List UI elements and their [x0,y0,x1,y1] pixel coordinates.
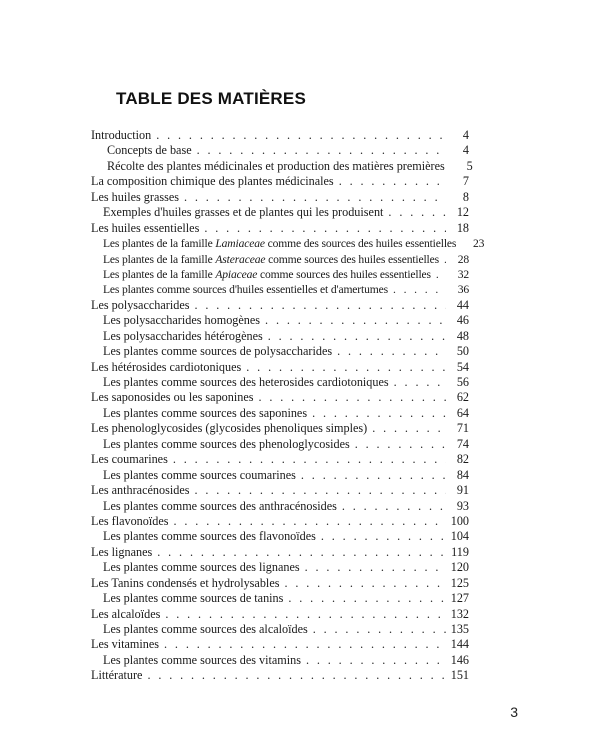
dot-leader [337,344,446,359]
toc-entry-label: Les plantes comme sources des vitamins [103,652,301,667]
toc-entry-page: 44 [456,297,469,312]
toc-entry[interactable] [91,158,473,174]
toc-label-latin: Asteraceae [215,252,266,266]
dot-leader [436,267,446,282]
dot-leader [165,607,445,622]
toc-entry-page: 82 [456,452,469,467]
toc-entry-label: Les phenologlycosides (glycosides phenoliques simples) [91,421,368,436]
toc-entry-page: 12 [456,205,469,220]
toc-entry[interactable] [91,298,469,313]
dot-leader [147,668,445,683]
toc-entry[interactable] [91,174,469,189]
dot-leader [372,421,446,436]
dot-leader [268,329,446,344]
toc-label-text: comme des sources des huiles essentielles [264,237,457,251]
toc-label-text: Les plantes de la famille [103,267,216,281]
toc-entry-page: 84 [456,467,469,482]
toc-entry-page: 146 [450,652,469,667]
toc-entry[interactable] [91,607,469,622]
toc-entry-label: Les plantes comme sources d'huiles essentielles et d'amertumes [103,283,388,297]
toc-entry-label: Les polysaccharides homogènes [103,313,261,328]
toc-entry-label: Récolte des plantes médicinales et production des matières premières [107,158,445,173]
dot-leader [164,637,446,652]
dot-leader [197,143,446,158]
toc-entry-label: Les lignanes [91,544,153,559]
dot-leader [393,282,446,297]
toc-entry[interactable] [91,329,469,344]
dot-leader [288,591,445,606]
toc-entry-page: 71 [456,421,469,436]
dot-leader [156,128,446,143]
toc-entry-page: 50 [456,344,469,359]
toc-entry-page: 36 [457,283,469,297]
dot-leader [204,221,446,236]
toc-entry-label: Concepts de base [107,143,192,158]
toc-entry-label: Les plantes comme sources des heterosides cardiotoniques [103,375,389,389]
toc-entry[interactable] [91,576,469,591]
dot-leader [321,529,446,544]
dot-leader [157,545,446,560]
toc-entry-label: Les hétérosides cardiotoniques [91,359,242,374]
toc-entry[interactable] [91,668,469,683]
toc-entry[interactable] [91,637,469,652]
toc-entry-page: 125 [450,575,469,590]
toc-entry-page: 127 [450,591,469,606]
toc-entry-label: Les plantes comme sources des lignanes [103,560,300,575]
dot-leader [388,205,446,220]
toc-heading: TABLE DES MATIÈRES [116,89,306,108]
toc-label-latin: Lamiaceae [215,237,265,251]
toc-entry-page: 56 [456,375,469,389]
toc-entry-label: Les alcaloïdes [91,606,161,621]
dot-leader [174,514,446,529]
toc-entry-label: Exemples d'huiles grasses et de plantes qui les produisent [103,205,384,220]
toc-entry-page: 91 [456,483,469,498]
toc-entry-page: 119 [451,544,469,559]
toc-entry[interactable] [91,344,469,359]
toc-entry-label: Les Tanins condensés et hydrolysables [91,575,280,590]
toc-entry[interactable] [91,406,469,421]
toc-entry-label: Les plantes comme sources des anthracénosides [103,498,337,513]
dot-leader [305,560,446,575]
toc-entry-label: Les huiles essentielles [91,220,200,235]
toc-entry-label: Les polysaccharides [91,297,190,312]
toc-entry[interactable] [91,591,469,606]
toc-entry-page: 32 [457,267,469,281]
dot-leader [246,360,446,375]
dot-leader [301,468,446,483]
toc-entry[interactable] [91,221,469,236]
toc-entry[interactable] [91,267,469,282]
dot-leader [313,622,446,637]
toc-label-text: comme sources des huiles essentielles [265,252,439,266]
toc-entry[interactable] [91,282,469,297]
toc-entry-page: 48 [456,328,469,343]
toc-entry-page: 132 [450,606,469,621]
toc-entry-page: 4 [462,128,469,142]
toc-entry-label: Les plantes comme sources coumarines [103,467,296,482]
toc-entry-label: La composition chimique des plantes médicinales [91,174,334,189]
dot-leader [284,576,445,591]
toc-entry-page: 4 [462,143,469,158]
dot-leader [306,653,446,668]
toc-entry-page: 54 [456,359,469,374]
toc-entry[interactable] [91,236,485,251]
dot-leader [258,390,446,405]
toc-entry-page: 104 [450,529,469,544]
toc-entry[interactable] [91,360,469,375]
toc-entry-label: Les polysaccharides hétérogènes [103,328,263,343]
toc-entry-page: 144 [450,637,469,652]
toc-entry[interactable] [91,252,469,267]
toc-entry-label: Les plantes comme sources de polysaccharides [103,344,333,359]
toc-entry[interactable] [91,437,469,452]
toc-entry[interactable] [91,514,469,529]
toc-entry[interactable] [91,468,469,483]
toc-entry-page: 120 [450,560,469,575]
toc-entry[interactable] [91,560,469,575]
toc-entry-label: Les plantes comme sources des flavonoïdes [103,529,316,544]
toc-entry[interactable] [91,622,469,637]
toc-entry[interactable] [91,190,469,205]
toc-entry-page: 74 [456,436,469,451]
toc-entry[interactable] [91,499,469,514]
toc-entry-label [103,267,431,282]
toc-entry-page: 18 [456,220,469,235]
toc-entry-page: 46 [456,313,469,328]
toc-entry[interactable] [91,653,469,668]
toc-entry-label [103,252,439,267]
toc-entry-label: Les coumarines [91,452,168,467]
toc-entry[interactable] [91,205,469,220]
toc-entry-label: Les vitamines [91,637,160,652]
toc-label-text: comme sources des huiles essentielles [257,267,431,281]
toc-entry-page: 64 [456,405,469,420]
dot-leader [194,483,446,498]
dot-leader [184,190,446,205]
toc-entry[interactable] [91,529,469,544]
toc-entry-label: Les plantes comme sources des saponines [103,405,308,420]
toc-entry-label [103,236,456,251]
toc-entry-page: 151 [450,668,469,683]
toc-entry[interactable] [91,313,469,328]
toc-entry-page: 100 [450,513,469,528]
dot-leader [355,437,446,452]
toc-entry[interactable] [91,421,469,436]
toc-entry-page: 28 [457,252,469,266]
toc-entry-label: Les anthracénosides [91,483,190,498]
toc-entry-label: Littérature [91,668,143,683]
toc-entry-page: 23 [472,237,485,251]
toc-entry-page: 8 [462,189,469,204]
dot-leader [173,452,446,467]
toc-entry-page: 7 [462,174,469,189]
toc-entry-label: Les huiles grasses [91,189,180,204]
toc-entry-label: Les plantes comme sources des phenologlycosides [103,436,350,451]
toc-entry-page: 62 [456,390,469,405]
toc-entry[interactable] [91,375,469,390]
toc-entry-label: Les flavonoïdes [91,513,169,528]
dot-leader [265,313,446,328]
toc-entry[interactable] [91,483,469,498]
toc-label-text: Les plantes de la famille [103,237,216,251]
toc-entry[interactable] [91,128,469,143]
toc-entry-page: 135 [450,622,469,636]
toc-entry-page: 93 [456,498,469,513]
dot-leader [194,298,446,313]
dot-leader [444,252,446,267]
toc-entry-label: Les plantes comme sources de tanins [103,591,284,606]
dot-leader [339,174,446,189]
toc-entry-label: Les saponosides ou les saponines [91,390,254,405]
dot-leader [394,375,446,390]
page-number: 3 [510,704,518,720]
toc-label-latin: Apiaceae [215,267,258,281]
toc-entry[interactable] [91,545,469,560]
toc-label-text: Les plantes de la famille [103,252,216,266]
dot-leader [312,406,446,421]
toc-entry[interactable] [91,390,469,405]
toc-entry-page: 5 [466,158,473,173]
toc-entry[interactable] [91,452,469,467]
table-of-contents [91,128,485,684]
toc-entry[interactable] [91,143,469,158]
toc-entry-label: Introduction [91,128,152,142]
dot-leader [342,499,446,514]
toc-entry-label: Les plantes comme sources des alcaloïdes [103,622,308,636]
